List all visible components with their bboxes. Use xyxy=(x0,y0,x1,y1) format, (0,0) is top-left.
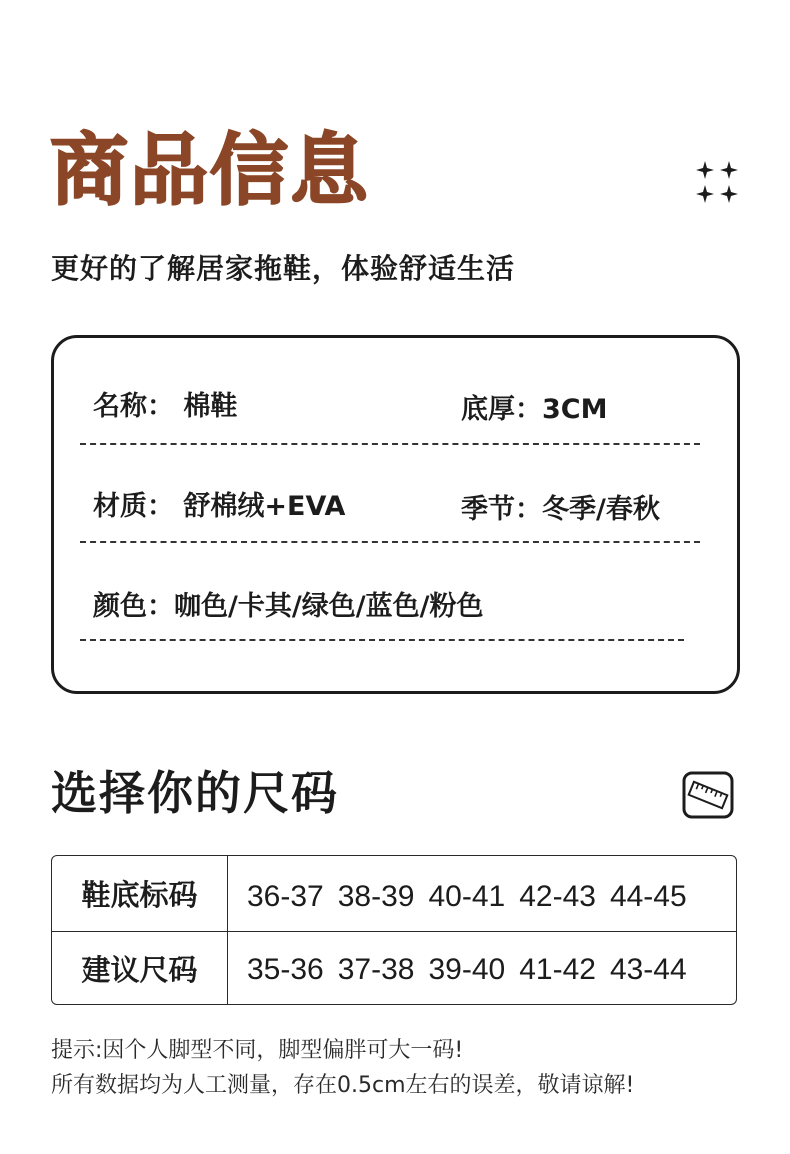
size-cell: 36-37 xyxy=(247,879,324,913)
size-table xyxy=(51,855,737,1005)
divider-line xyxy=(80,443,700,445)
size-section-title: 选择你的尺码 xyxy=(51,766,339,820)
divider-line xyxy=(80,541,700,543)
table-row xyxy=(247,932,701,1007)
size-cell: 40-41 xyxy=(428,879,506,913)
note-line-1: 提示:因个人脚型不同，脚型偏胖可大一码! xyxy=(51,1038,464,1063)
info-season: 季节：冬季/春秋 xyxy=(461,494,660,525)
size-cell: 42-43 xyxy=(519,879,596,913)
size-cell: 37-38 xyxy=(337,952,415,986)
table-row xyxy=(247,859,701,934)
size-cell: 41-42 xyxy=(519,952,596,986)
ruler-icon xyxy=(682,771,734,819)
page-title: 商品信息 xyxy=(50,126,371,216)
size-cell: 39-40 xyxy=(428,952,506,986)
size-cell: 43-44 xyxy=(609,952,687,986)
row-header-suggested-size: 建议尺码 xyxy=(81,953,198,987)
info-colors: 颜色：咖色/卡其/绿色/蓝色/粉色 xyxy=(93,591,484,622)
page-subtitle: 更好的了解居家拖鞋，体验舒适生活 xyxy=(51,252,516,285)
note-line-2: 所有数据均为人工测量，存在0.5cm左右的误差，敬请谅解! xyxy=(51,1073,635,1098)
divider-line xyxy=(80,639,684,641)
info-thickness: 底厚：3CM xyxy=(461,394,608,425)
size-cell: 35-36 xyxy=(247,952,324,986)
size-cell: 44-45 xyxy=(609,879,687,913)
size-cell: 38-39 xyxy=(337,879,415,913)
info-name: 名称： 棉鞋 xyxy=(93,391,238,422)
sparkle-icon xyxy=(693,158,743,208)
info-material: 材质： 舒棉绒+EVA xyxy=(93,491,346,522)
row-header-sole-size: 鞋底标码 xyxy=(81,878,198,912)
